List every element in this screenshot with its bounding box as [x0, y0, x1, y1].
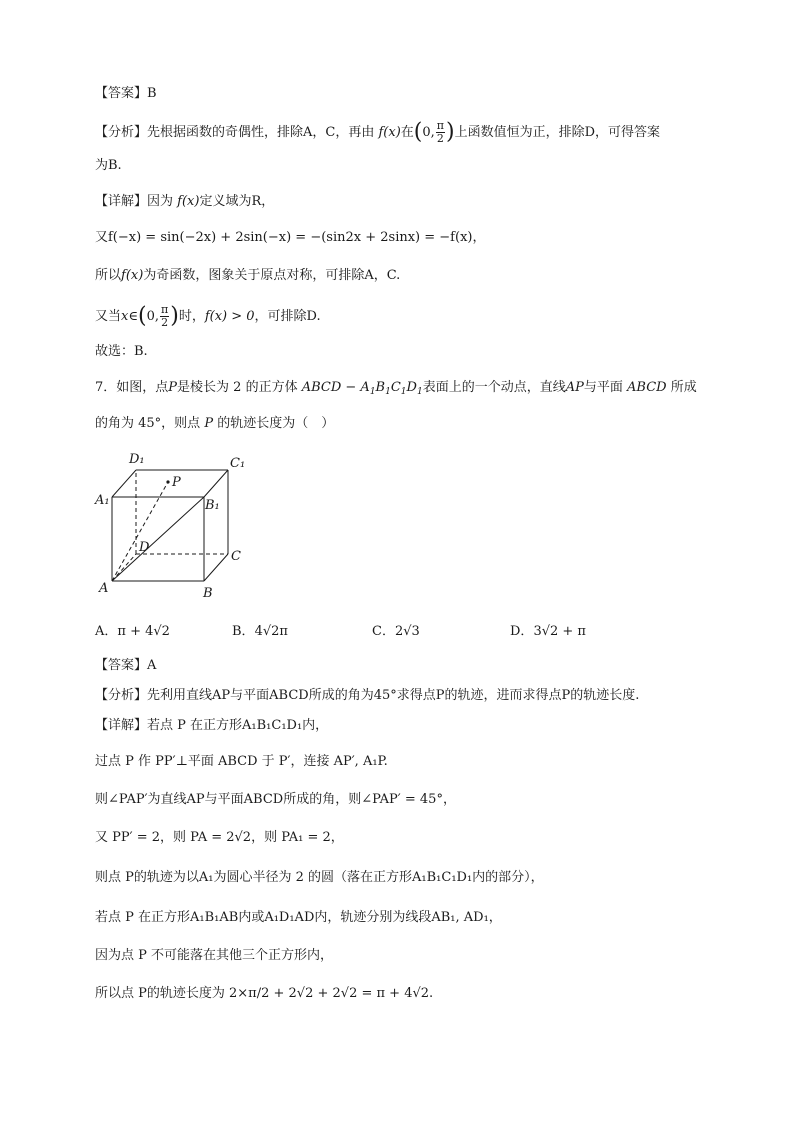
q7-text-2b: 的轨迹长度为（ ） — [217, 416, 335, 431]
option-b-key: B． — [232, 624, 255, 639]
edge-cb — [204, 554, 228, 581]
detail-line-2: 又f(−x) = sin(−2x) + 2sin(−x) = −(sin2x + 2sinx) = −f(x)， — [95, 230, 486, 245]
option-d-text: 3√2 + π — [533, 624, 586, 639]
q7-text-1b: 是棱长为 2 的正方体 — [177, 380, 298, 395]
q7-text-1c: 表面上的一个动点，直线 — [422, 380, 566, 395]
analysis-text-1a: 先根据函数的奇偶性，排除A，C，再由 — [147, 125, 375, 140]
label-c1: C₁ — [230, 456, 246, 471]
cube-name: ABCD − $A_1B_1C_1D_1$ — [297, 380, 423, 397]
detail-line-1 — [95, 192, 274, 212]
analysis-tag: 【分析】 — [95, 125, 148, 140]
label-d: D — [139, 540, 150, 555]
label-a: A — [99, 581, 109, 596]
label-d1: D₁ — [129, 452, 145, 467]
point-p-dot — [166, 480, 169, 483]
detail-text-1b: 定义域为R， — [199, 194, 275, 209]
question-7-line-2 — [95, 414, 334, 434]
point-p: P — [168, 380, 178, 395]
answer-line-1 — [95, 84, 157, 104]
detail-2-line-6: 若点 P 在正方形A₁B₁AB内或A₁D₁AD内，轨迹分别为线段AB₁, AD₁， — [95, 910, 502, 925]
label-a1: A₁ — [95, 493, 110, 508]
math-interval: (0, $\frac{\pi}{2}$ ) — [413, 119, 455, 145]
answer-tag: 【答案】 — [95, 86, 148, 101]
analysis-tag: 【分析】 — [95, 688, 148, 703]
detail-line-4 — [95, 304, 321, 329]
option-b — [232, 620, 288, 639]
detail-line-3 — [95, 266, 400, 286]
detail-2-line-2: 过点 P 作 PP′⊥平面 ABCD 于 P′，连接 AP′, A₁P. — [95, 754, 388, 769]
cube-figure — [93, 446, 253, 606]
analysis-text-1c: 上函数值恒为正，排除D，可得答案 — [454, 125, 661, 140]
detail-2-line-7: 因为点 P 不可能落在其他三个正方形内， — [95, 948, 334, 963]
detail-text-4b: 时， — [178, 309, 205, 324]
label-b: B — [203, 586, 213, 601]
detail-text-4a: 又当 — [95, 309, 122, 324]
math-fx-positive: f(x) > 0 — [204, 309, 255, 324]
detail-text-3a: 所以 — [95, 268, 122, 283]
q7-text-1e: 所成 — [670, 380, 697, 395]
analysis-line-1 — [95, 120, 660, 145]
option-a — [95, 620, 170, 639]
detail-text-1a: 因为 — [147, 194, 174, 209]
option-b-text: 4√2π — [254, 624, 288, 639]
edge-c1b1 — [204, 470, 228, 497]
option-c-key: C． — [372, 624, 395, 639]
detail-2-text-1: 若点 P 在正方形A₁B₁C₁D₁内， — [147, 718, 329, 733]
plane-abcd: ABCD — [622, 380, 671, 395]
answer-value: A — [147, 658, 157, 673]
detail-2-line-8: 所以点 P的轨迹长度为 2×π/2 + 2√2 + 2√2 = π + 4√2. — [95, 986, 434, 1001]
detail-tag: 【详解】 — [95, 194, 148, 209]
label-c: C — [231, 549, 241, 564]
option-a-key: A． — [95, 624, 118, 639]
question-7-line-1 — [95, 378, 697, 402]
detail-2-line-3: 则∠PAP′为直线AP与平面ABCD所成的角，则∠PAP′ = 45°， — [95, 792, 456, 807]
math-x-in: x∈ — [121, 309, 138, 324]
analysis-2-line — [95, 686, 639, 706]
option-d — [510, 620, 586, 639]
option-d-key: D． — [510, 624, 534, 639]
edge-a1d1 — [112, 470, 136, 497]
detail-line-5: 故选：B. — [95, 344, 148, 359]
detail-2-line-5: 则点 P的轨迹为以A₁为圆心半径为 2 的圆（落在正方形A₁B₁C₁D₁内的部分）， — [95, 870, 544, 885]
detail-text-4c: ，可排除D. — [254, 309, 321, 324]
line-ap: AP — [565, 380, 584, 395]
detail-2-line-1 — [95, 716, 328, 736]
q7-text-1d: 与平面 — [583, 380, 623, 395]
q7-text-1a: 7．如图，点 — [95, 380, 169, 395]
math-fx: f(x) — [121, 268, 144, 283]
q7-text-2a: 的角为 45°，则点 — [95, 416, 201, 431]
answer-value: B — [147, 86, 157, 101]
point-p: P — [200, 416, 218, 431]
hidden-edge-ad — [112, 554, 136, 581]
analysis-2-text: 先利用直线AP与平面ABCD所成的角为45°求得点P的轨迹，进而求得点P的轨迹长度. — [147, 688, 640, 703]
label-b1: B₁ — [205, 498, 220, 513]
segment-ab1 — [112, 497, 204, 581]
analysis-line-2: 为B. — [95, 158, 122, 173]
option-c-text: 2√3 — [394, 624, 420, 639]
math-fx: f(x) — [374, 125, 401, 140]
math-interval: (0, $\frac{\pi}{2}$ ) — [137, 303, 179, 329]
option-a-text: π + 4√2 — [117, 624, 170, 639]
option-c — [372, 620, 420, 639]
detail-tag: 【详解】 — [95, 718, 148, 733]
answer-line-2 — [95, 656, 156, 676]
detail-2-line-4: 又 PP′ = 2，则 PA = 2√2，则 PA₁ = 2， — [95, 830, 344, 845]
label-p: P — [172, 475, 181, 490]
analysis-text-1b: 在 — [400, 125, 414, 140]
answer-tag: 【答案】 — [95, 658, 148, 673]
math-fx: f(x) — [173, 194, 200, 209]
detail-text-3b: 为奇函数，图象关于原点对称，可排除A，C. — [143, 268, 401, 283]
